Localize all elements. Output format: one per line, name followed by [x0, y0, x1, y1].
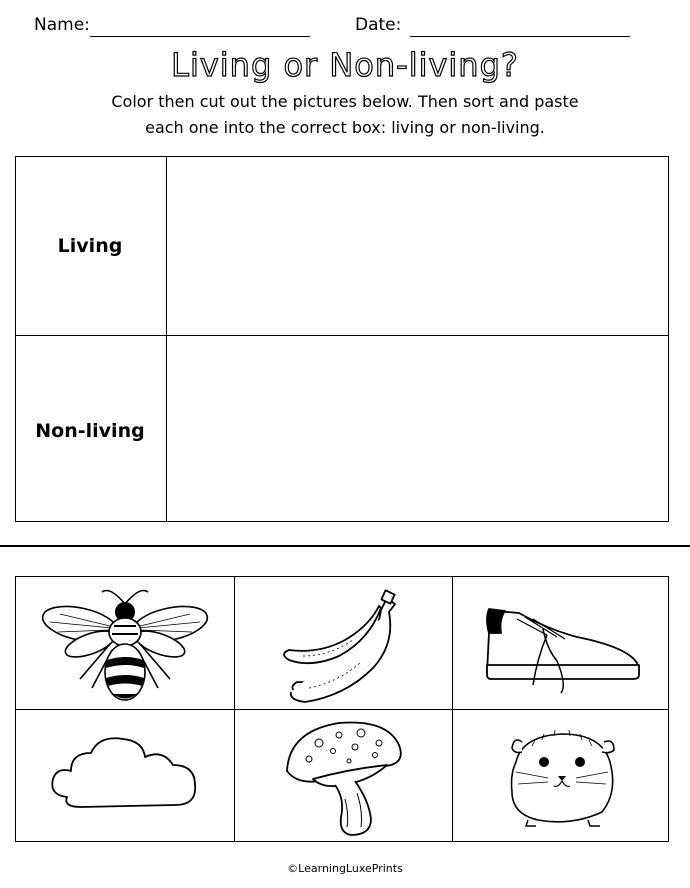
- picture-cell-bee[interactable]: [17, 578, 233, 710]
- worksheet-title: Living or Non-living?: [171, 46, 519, 84]
- banana-icon: [269, 584, 419, 704]
- picture-cell-sneaker[interactable]: [454, 578, 670, 710]
- name-field[interactable]: [90, 36, 310, 37]
- copyright-footer: ©LearningLuxePrints: [287, 862, 403, 875]
- picture-cell-mushroom[interactable]: [236, 711, 452, 843]
- row-label-living: Living: [57, 235, 123, 257]
- bee-icon: [40, 584, 210, 704]
- sort-table-row-divider: [15, 335, 669, 336]
- instructions-line-2: each one into the correct box: living or non-living.: [145, 118, 545, 137]
- picture-cell-cloud[interactable]: [17, 711, 233, 843]
- non-living-paste-area[interactable]: [168, 337, 668, 521]
- name-label: Name:: [34, 15, 90, 35]
- guinea-pig-icon: [492, 722, 632, 832]
- row-label-non-living: Non-living: [35, 420, 145, 442]
- instructions-line-1: Color then cut out the pictures below. Then sort and paste: [111, 92, 579, 111]
- sort-table-column-divider: [166, 156, 167, 522]
- picture-cell-guinea-pig[interactable]: [454, 711, 670, 843]
- sneaker-icon: [477, 589, 647, 699]
- date-label: Date:: [355, 15, 402, 35]
- mushroom-icon: [279, 715, 409, 840]
- date-field[interactable]: [410, 36, 630, 37]
- cut-line: [0, 545, 690, 547]
- living-paste-area[interactable]: [168, 158, 668, 334]
- cloud-icon: [45, 727, 205, 827]
- picture-cell-banana[interactable]: [236, 578, 452, 710]
